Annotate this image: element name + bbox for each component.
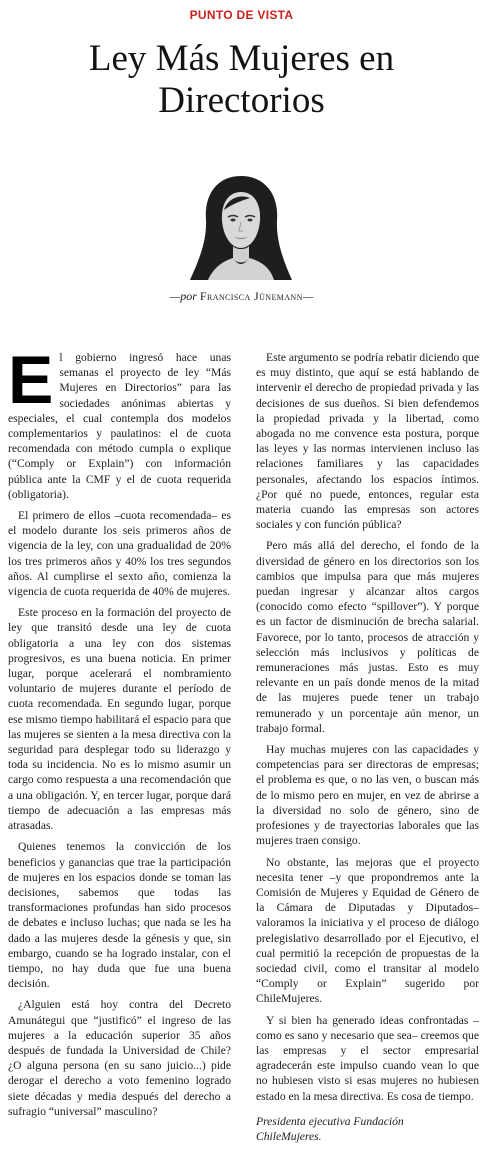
byline-suffix: —: [302, 289, 314, 303]
author-portrait: [188, 170, 294, 282]
article-paragraph: El gobierno ingresó hace unas semanas el proyecto de ley “Más Mujeres en Directorios” para las sociedades anónimas abiertas y especiales, el cual contempla dos modelos complementarios y paulatinos: el de cuota recomendada con método cumpla o explique (“Comply or Explain”) con información pública ante la CMF y el de cuota requerida (obligatoria).: [8, 342, 231, 501]
signature-line-1: Presidenta ejecutiva Fundación: [256, 1114, 404, 1128]
signature-line-2: ChileMujeres.: [256, 1129, 322, 1143]
byline: [0, 289, 483, 304]
author-name: Francisca Jünemann: [199, 289, 303, 303]
article-paragraph: Pero más allá del derecho, el fondo de la diversidad de género en los directorios son los cambios que impulsa para que más mujeres puedan ingresar y alcanzar altos cargos (conocido como efecto “spillover”). Y porque es un factor de disminución de brecha salarial. Favorece, por lo tanto, procesos de atracción y selección más inclusivos y políticas de remuneraciones más justas. Esto es muy relevante en un país donde menos de la mitad de las mujeres puede tener un trabajo remunerado y un porcentaje aún menor, un trabajo formal.: [256, 539, 479, 735]
article-column-right: [256, 350, 479, 1144]
article-paragraph: Hay muchas mujeres con las capacidades y competencias para ser directoras de empresas; el problema es que, o no las ven, o buscan más de lo mismo pero en mujer, en vez de abrirse a la diversidad no solo de género, sino de profesiones y de trayectorias laborales que las mujeres traen consigo.: [256, 743, 479, 848]
article-paragraph: Y si bien ha generado ideas confrontadas –como es sano y necesario que sea– creemos que las empresas y el sector empresarial agradecerán este impulso cuando vean lo que no hubiesen visto si esas mujeres no hubiesen estado en la mesa directiva. Es cosa de tiempo.: [256, 1013, 479, 1103]
article-paragraph: El primero de ellos –cuota recomendada– es el modelo durante los seis primeros años de vigencia de la ley, con una gradualidad de 20% los tres primeros años y 40% los tres segundos años. Al cumplirse el sexto año, comienza la vigencia de cuota requerida de 40% de mujeres.: [8, 509, 231, 599]
author-signature: [256, 1114, 479, 1144]
article-paragraph: Este argumento se podría rebatir diciendo que es muy distinto, que aquí se está hablando de intervenir el derecho de propiedad privada y las decisiones de sus dueños. Si bien defendemos la propiedad privada y la libertad, como abogada no me convence esta postura, porque las leyes y las normas intervienen incluso las relaciones familiares y las capacidades personales, afectando los espacios íntimos. ¿Por qué no puede, entonces, regular esta materia cuando las empresas son actores sociales y con función pública?: [256, 351, 479, 532]
article-paragraph: Este proceso en la formación del proyecto de ley que transitó desde una ley de cuota obligatoria a una ley con dos sistemas progresivos, es una buena noticia. En primer lugar, porque acelerará el nombramiento voluntario de mujeres durante el período de cuota recomendada. En segundo lugar, porque ese mismo tiempo habilitará el espacio para que las mujeres se sienten a la mesa directiva con la seguridad para desplegar todo su liderazgo y toda su incidencia. No es lo mismo asumir un cargo como respuesta a una recomendación que a una obligación. Y, en tercer lugar, porque dará tiempo de adecuación a las empresas más atrasadas.: [8, 606, 231, 833]
byline-prefix: —por: [169, 289, 197, 303]
article-column-left: [8, 342, 231, 1125]
article-paragraph: ¿Alguien está hoy contra del Decreto Amunátegui que “justificó” el ingreso de las mujeres a la educación superior 35 años después de fundada la Universidad de Chile? ¿O alguna persona (en su sano juicio...) pide derogar el derecho a voto femenino logrado siete décadas y media después del derecho a sufragio “universal” masculino?: [8, 998, 231, 1118]
headline: Ley Más Mujeres en Directorios: [88, 38, 395, 121]
article-paragraph: No obstante, las mejoras que el proyecto necesita tener –y que propondremos ante la Comisión de Mujeres y Equidad de Género de la Cámara de Diputadas y Diputados– valoramos la iniciativa y el proceso de diálogo prelegislativo desarrollado por el Ejecutivo, el cual permitió la recepción de propuestas de la sociedad civil, como el transitar al modelo “Comply or Explain” sugerido por ChileMujeres.: [256, 855, 479, 1006]
section-kicker: PUNTO DE VISTA: [189, 8, 294, 22]
article-paragraph: Quienes tenemos la convicción de los beneficios y ganancias que trae la participación de mujeres en los espacios donde se toman las decisiones, sabemos que todas las transformaciones profundas han sido procesos de debates e incluso luchas; que nada se les ha dado a las mujeres desde la génesis y que, sin embargo, cuando se ha logrado instalar, con el tiempo, no hay duda que fue una buena decisión.: [8, 840, 231, 991]
drop-cap: E: [8, 342, 54, 418]
